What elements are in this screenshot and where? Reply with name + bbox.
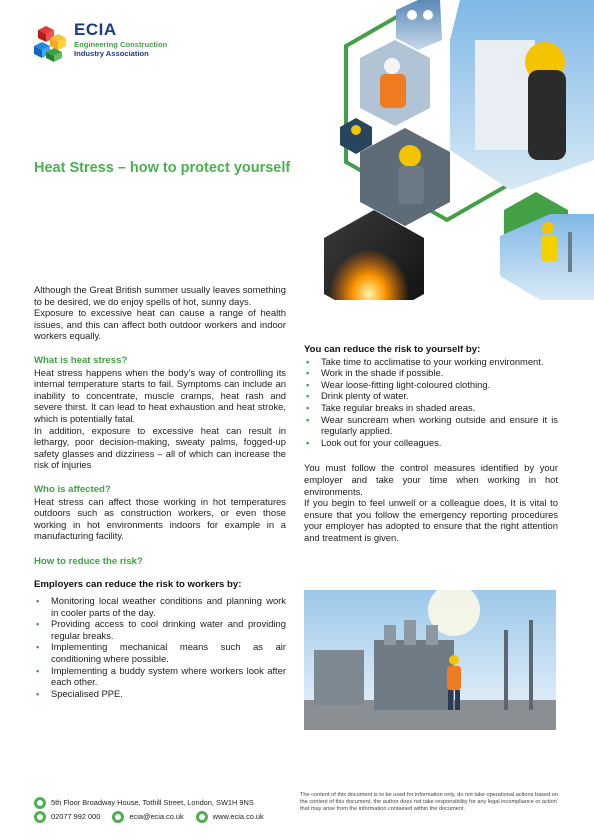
- hexagon-photo-collage: [300, 0, 594, 300]
- footer-phone: 02077 992 000: [51, 811, 101, 821]
- footer-disclaimer: The content of this document is to be used for information only, do not take operational actions based on the content of this document, the author does not take responsibility for any legal incompliance or action that may arise from the information contained within the document.: [300, 792, 558, 812]
- list-item: • Specialised PPE.: [34, 688, 286, 700]
- phone-icon: [34, 811, 46, 823]
- cubes-logo-icon: [34, 24, 70, 62]
- list-item: • Monitoring local weather conditions and planning work in cooler parts of the day.: [34, 595, 286, 618]
- footer-address: 5th Floor Broadway House, Tothill Street, London, SW1H 9NS: [51, 797, 254, 807]
- footer-email[interactable]: ecia@ecia.co.uk: [129, 811, 184, 821]
- what-is-paragraph-2: In addition, exposure to excessive heat can result in lethargy, poor decision-making, sweaty palms, fogged-up safety glasses and dizziness – all of which can increase the risk of injuries: [34, 424, 286, 471]
- what-is-paragraph-1: Heat stress happens when the body’s way of controlling its internal temperature starts to fail. Symptoms can include an inability to concentrate, muscle cramps, heat rash and severe thirst. It can lead to heat exhaustion and heat stroke, which is potentially fatal.: [34, 366, 286, 424]
- footer-address-line: [34, 797, 254, 809]
- intro-paragraph-1: Although the Great British summer usually leaves something to be desired, we do enjoy spells of hot, sunny days.: [34, 284, 286, 307]
- right-column: [304, 344, 558, 544]
- control-measures-paragraph: You must follow the control measures identified by your employer and take your time when working in hot environments.: [304, 462, 558, 497]
- list-item: • Drink plenty of water.: [304, 390, 558, 402]
- list-item: • Work in the shade if possible.: [304, 367, 558, 379]
- footer-contacts: [34, 811, 264, 823]
- what-is-heading: What is heat stress?: [34, 354, 128, 366]
- web-globe-icon: [196, 811, 208, 823]
- list-item: • Look out for your colleagues.: [304, 437, 558, 449]
- reduce-heading: How to reduce the risk?: [34, 555, 143, 567]
- list-item: • Wear suncream when working outside and ensure it is regularly applied.: [304, 414, 558, 437]
- list-item: • Implementing mechanical means such as air conditioning where possible.: [34, 641, 286, 664]
- intro-paragraph-2: Exposure to excessive heat can cause a range of health issues, and this can affect both outdoor workers and indoor workers equally.: [34, 307, 286, 342]
- ecia-logo: [34, 20, 204, 66]
- location-pin-icon: [34, 797, 46, 809]
- employers-heading: Employers can reduce the risk to workers by:: [34, 579, 242, 591]
- footer-website[interactable]: www.ecia.co.uk: [212, 811, 264, 821]
- yourself-list: [304, 356, 558, 449]
- list-item: • Providing access to cool drinking water and providing regular breaks.: [34, 618, 286, 641]
- left-column: [34, 284, 286, 699]
- email-icon: [112, 811, 124, 823]
- yourself-heading: You can reduce the risk to yourself by:: [304, 344, 481, 355]
- logo-title: ECIA: [74, 20, 117, 39]
- emergency-paragraph: If you begin to feel unwell or a colleague does, It is vital to ensure that you follow the emergency reporting procedures your employer has adopted to ensure that the right attention and treatment is given.: [304, 497, 558, 543]
- page-title: Heat Stress – how to protect yourself: [34, 160, 291, 176]
- list-item: • Take time to acclimatise to your working environment.: [304, 356, 558, 368]
- logo-subtitle-line1: Engineering Construction: [74, 40, 168, 49]
- substation-worker-photo: [304, 590, 556, 730]
- list-item: • Wear loose-fitting light-coloured clothing.: [304, 379, 558, 391]
- employers-list: [34, 595, 286, 699]
- who-paragraph: Heat stress can affect those working in hot temperatures outdoors such as construction workers, or even those working in hot environments indoors for example in a manufacturing facility.: [34, 495, 286, 542]
- who-heading: Who is affected?: [34, 483, 111, 495]
- logo-subtitle-line2: Industry Association: [74, 49, 149, 58]
- list-item: • Take regular breaks in shaded areas.: [304, 402, 558, 414]
- list-item: • Implementing a buddy system where workers look after each other.: [34, 665, 286, 688]
